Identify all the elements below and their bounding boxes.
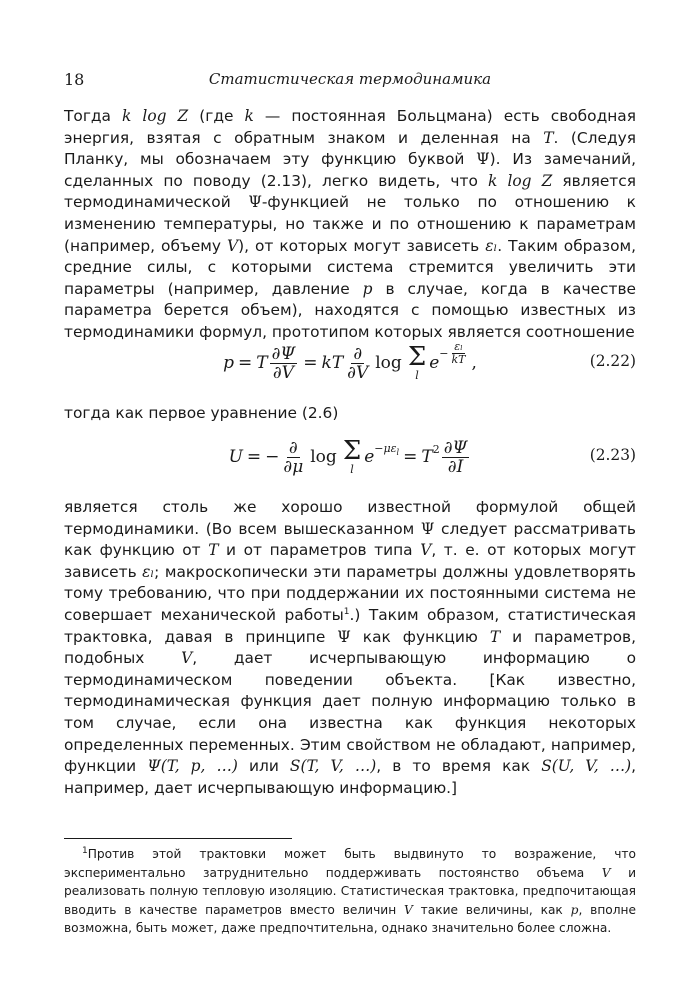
text-run: является термодинамической	[64, 171, 636, 212]
math-inline: k log Z	[488, 171, 553, 190]
fraction-denominator: ∂I	[447, 456, 464, 477]
fraction	[270, 345, 298, 382]
fraction-denominator: ∂V	[272, 362, 294, 383]
text-run: или	[237, 757, 290, 776]
paragraph-1	[64, 106, 636, 344]
equation-number: (2.22)	[589, 352, 636, 370]
math-punctuation: ,	[471, 353, 477, 373]
math-inline: V	[420, 541, 432, 560]
math-inline: V	[181, 649, 193, 668]
fraction-denominator: ∂μ	[283, 456, 304, 477]
summation	[408, 344, 426, 382]
fraction-numerator: ∂Ψ	[443, 437, 468, 458]
math-symbol: e	[429, 353, 440, 373]
math-inline: T	[208, 541, 219, 560]
text-run: и реализовать полную тепловую изоляцию. Статистическая трактовка, предпочитающая вводить в качестве параметров вместо величин	[64, 865, 636, 917]
math-symbol: T	[256, 353, 268, 373]
math-inline: k log Z	[122, 107, 189, 125]
math-inline: S(U, V, …)	[541, 757, 632, 776]
exponent-text: −με	[374, 441, 397, 455]
footnote-divider	[64, 838, 292, 839]
math-operator: =	[303, 353, 318, 373]
math-inline: Ψ	[337, 627, 351, 646]
fraction-denominator: kT	[451, 352, 466, 366]
fraction-numerator: ∂Ψ	[271, 343, 296, 364]
math-inline: Ψ	[420, 519, 435, 538]
fraction	[442, 439, 470, 476]
fraction-numerator: ∂	[288, 437, 298, 458]
equation-2-23	[64, 432, 636, 482]
summation	[343, 438, 361, 476]
text-run: Против этой трактовки может быть выдвинуто то возражение, что экспериментально затруднительно поддерживать постоянство объема	[64, 847, 636, 880]
equation-body	[64, 432, 636, 482]
text-run: . Таким образом, средние силы, с которыми система стремится увеличить эти параметры (например, давление	[64, 236, 636, 298]
text-run: , вполне возможна, быть может, даже предпочтительна, однако значительно более сложна.	[64, 902, 636, 936]
math-operator: =	[403, 447, 418, 467]
math-symbol: kT	[321, 353, 344, 373]
text-run: такие величины, как	[412, 902, 571, 917]
math-symbol: T	[421, 447, 433, 467]
math-inline: Ψ	[476, 150, 490, 169]
footnote-marker[interactable]: 1	[343, 606, 350, 617]
math-inline: εₗ	[142, 562, 155, 581]
paragraph-2: тогда как первое уравнение (2.6)	[64, 404, 339, 422]
math-inline: V	[226, 236, 239, 255]
math-function: log	[310, 447, 337, 467]
text-run: (где	[188, 107, 245, 125]
text-run: , в то время как	[376, 757, 542, 776]
fraction	[449, 341, 467, 366]
equation-number: (2.23)	[589, 446, 636, 464]
running-title: Статистическая термодинамика	[208, 70, 492, 88]
math-inline: εₗ	[485, 236, 498, 255]
math-inline: V	[601, 865, 611, 880]
exponent	[439, 341, 469, 366]
text-run: ). Из замечаний, сделанных по поводу (2.13), легко видеть, что	[64, 150, 636, 190]
math-operator: −	[265, 447, 280, 467]
page-header	[64, 70, 636, 94]
text-run: ), от которых могут зависеть	[238, 236, 486, 255]
text-run: . (Следуя Планку, мы обозначаем эту функцию буквой	[64, 128, 636, 169]
text-run: Тогда	[64, 107, 123, 125]
math-inline: p	[362, 279, 373, 298]
equation-2-22	[64, 338, 636, 388]
page-number: 18	[64, 70, 85, 89]
text-run: и от параметров типа	[218, 541, 421, 560]
math-inline: k	[244, 107, 254, 125]
math-symbol: p	[223, 353, 234, 373]
math-inline: T	[489, 627, 501, 646]
text-run: , т. е. от которых могут зависеть	[64, 541, 636, 581]
math-symbol: e	[364, 447, 375, 467]
footnote-marker: 1	[82, 845, 88, 856]
math-function: log	[375, 353, 402, 373]
fraction	[281, 439, 305, 476]
sum-sign: Σ	[407, 342, 427, 372]
math-inline: Ψ	[248, 193, 262, 212]
math-inline: p	[570, 902, 579, 917]
equation-body	[64, 338, 636, 388]
exponent	[374, 442, 399, 455]
text-run: -функцией не только по отношению к изменению температуры, но также и по отношению к параметрам (например, объему	[64, 193, 636, 255]
sum-sign: Σ	[342, 436, 362, 466]
sum-index: l	[415, 369, 419, 382]
math-inline: S(T, V, …)	[289, 757, 377, 776]
text-run: как функцию	[350, 627, 490, 646]
footnote	[64, 845, 636, 938]
text-run: , например, дает исчерпывающую информацию.]	[64, 757, 636, 797]
text-run: следует рассматривать как функцию от	[64, 519, 636, 560]
text-run: является столь же хорошо известной формулой общей термодинамики. (Во всем вышесказанном	[64, 498, 636, 538]
text-run: ; макроскопически эти параметры должны удовлетворять тому требованию, что при поддержании их постоянными система не совершает механической работы	[64, 562, 637, 624]
fraction-numerator: ∂	[353, 343, 363, 364]
paragraph-3	[64, 497, 636, 799]
math-operator: −	[439, 346, 449, 360]
text-run: , дает исчерпывающую информацию о термодинамическом поведении объекта. [Как известно, термодинамическая функция дает полную информацию только в том случае, если она известна как функция некоторых определенных переменных. Этим свойством не обладают, например, функции	[64, 649, 636, 776]
fraction-numerator: εₗ	[454, 339, 463, 353]
math-operator: =	[237, 353, 253, 373]
math-operator: =	[246, 447, 262, 467]
math-symbol: U	[228, 447, 243, 467]
text-run: и параметров, подобных	[64, 627, 636, 668]
fraction	[345, 345, 370, 382]
math-inline: V	[404, 902, 413, 917]
exponent-subscript: l	[396, 447, 400, 457]
text-run: .) Таким образом, статистическая трактовка, давая в принципе	[64, 605, 636, 646]
math-inline: T	[543, 128, 554, 147]
fraction-denominator: ∂V	[347, 362, 369, 383]
text-run: — постоянная Больцмана) есть свободная энергия, взятая с обратным знаком и деленная на	[64, 107, 636, 147]
superscript: 2	[432, 442, 440, 456]
text-run: в случае, когда в качестве параметра берется объем), находятся с помощью известных из термодинамики формул, прототипом которых является соотношение	[64, 279, 636, 341]
sum-index: l	[350, 463, 354, 476]
math-inline: Ψ(T, p, …)	[147, 757, 238, 776]
